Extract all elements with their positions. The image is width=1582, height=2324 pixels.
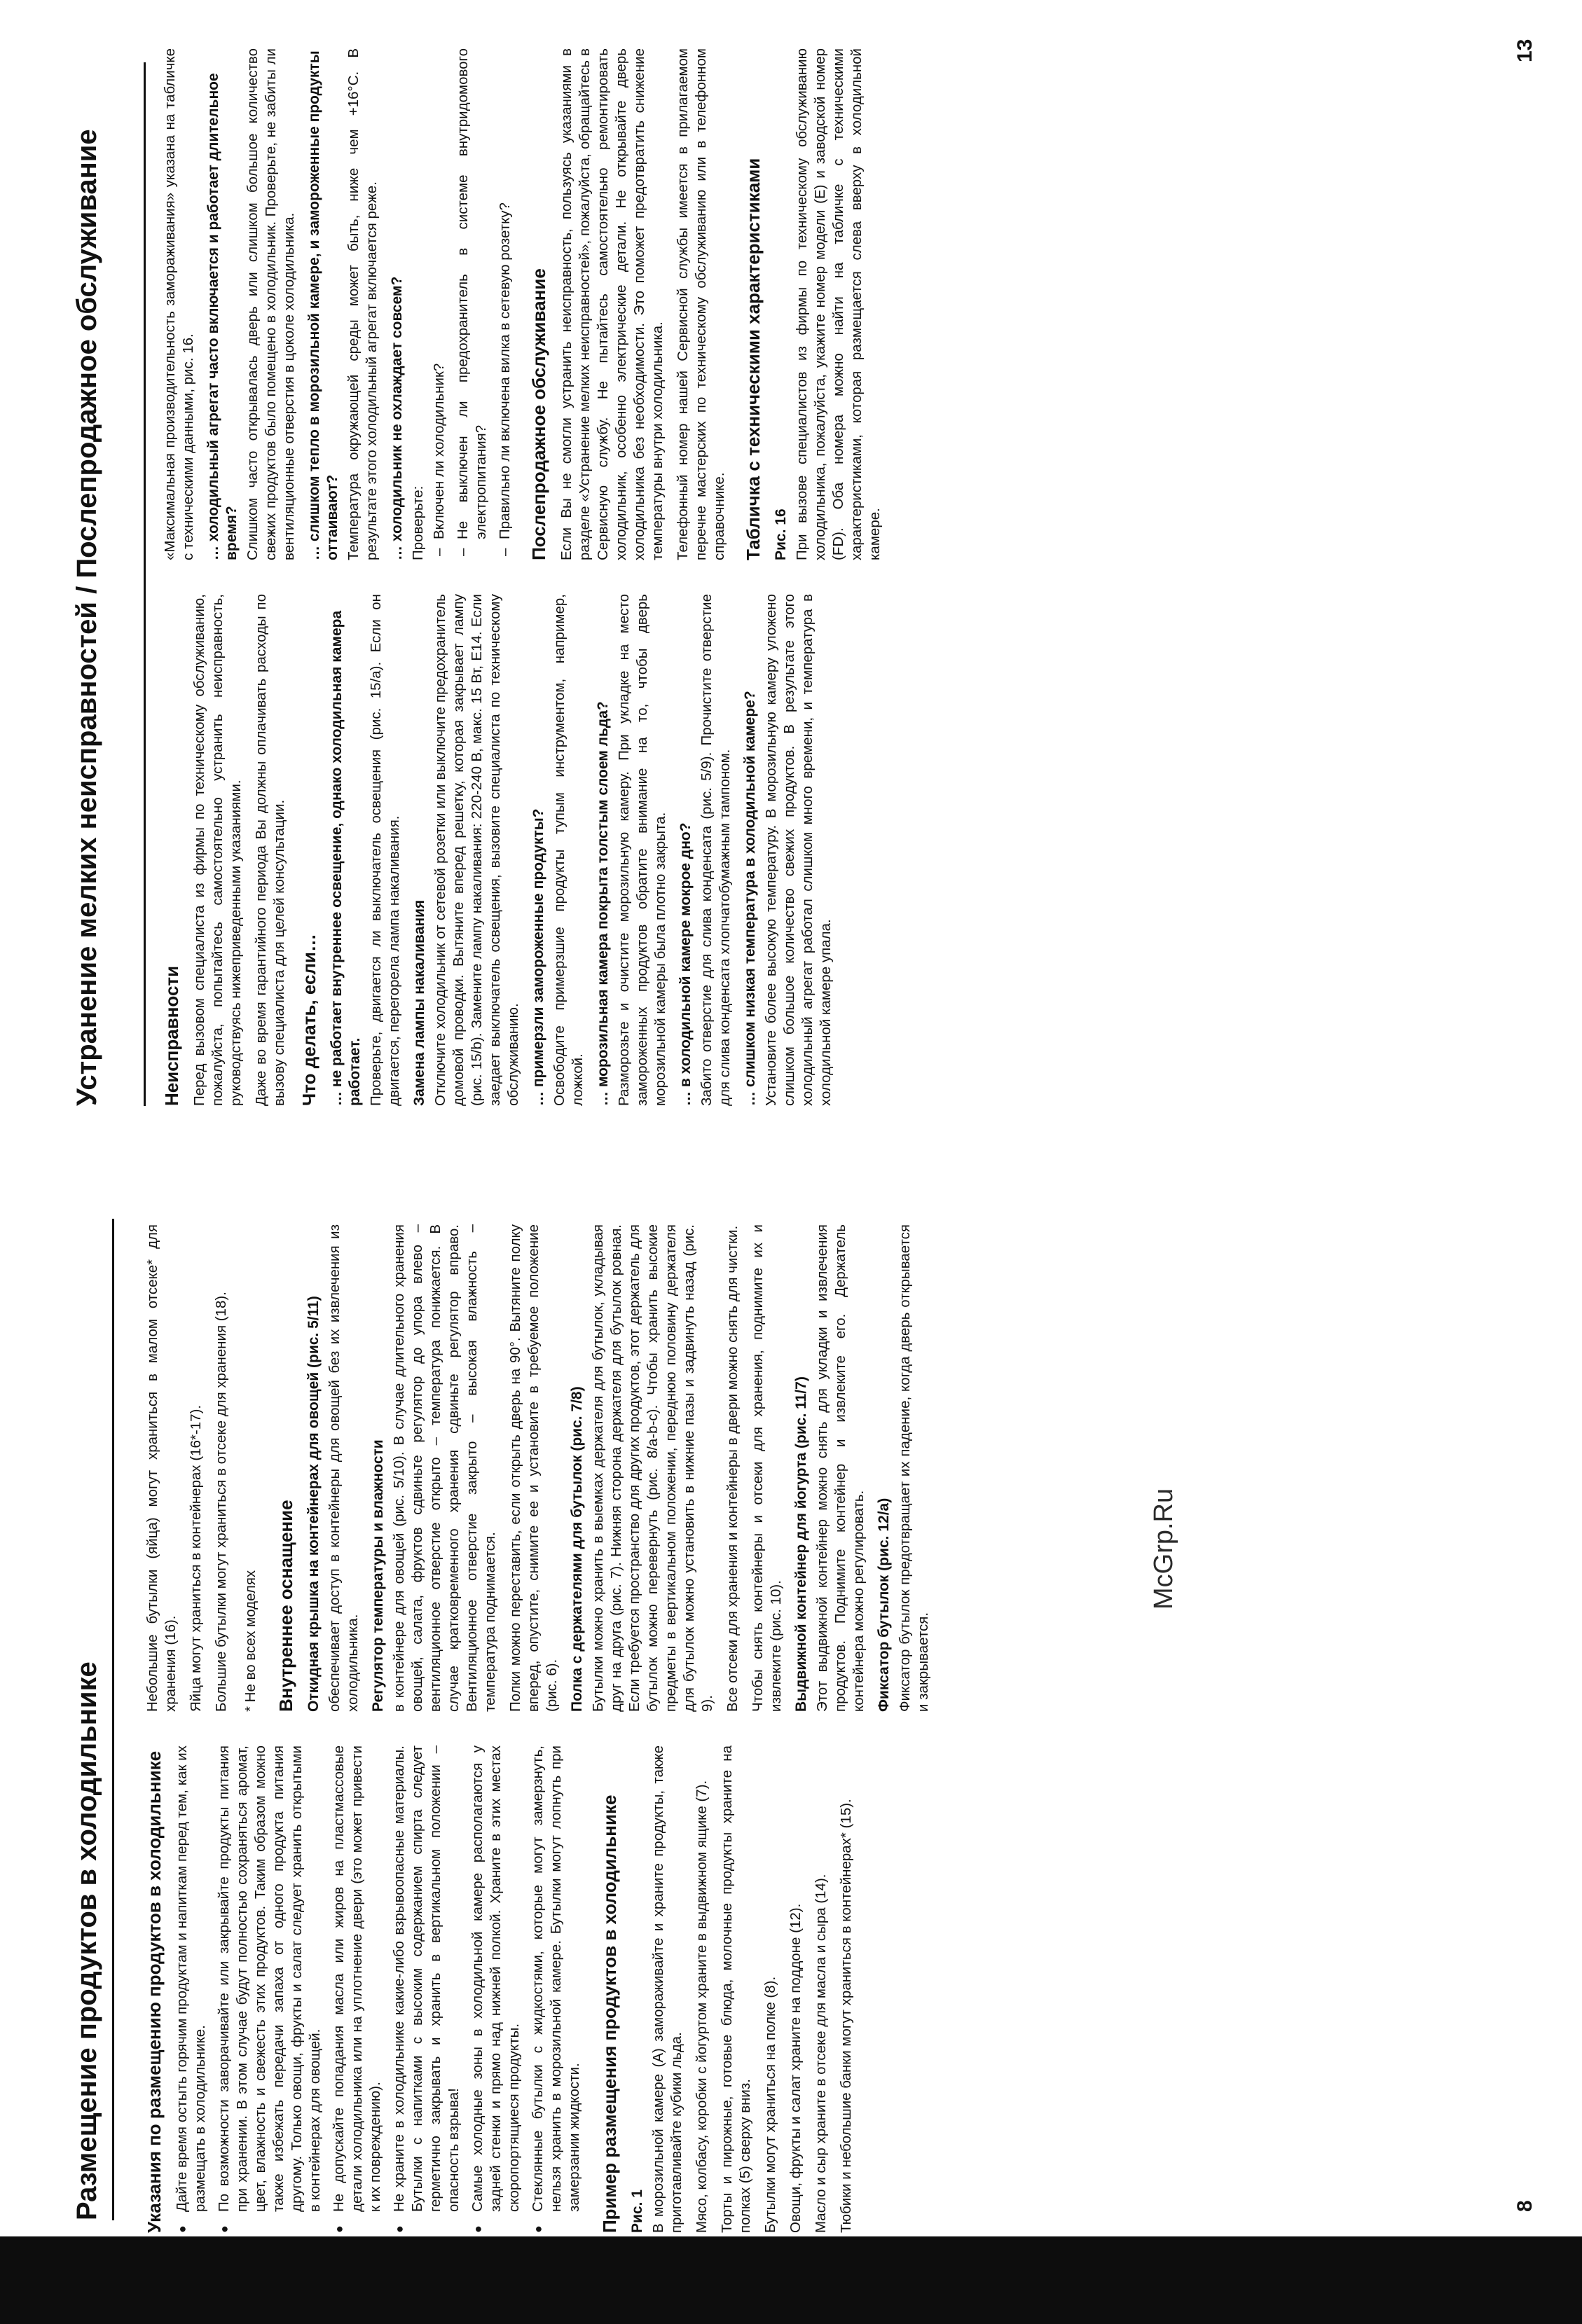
question: … холодильник не охлаждает совсем? bbox=[389, 276, 405, 560]
list-item: – Правильно ли включена вилка в сетевую розетку? bbox=[496, 48, 514, 539]
paragraph: Овощи, фрукты и салат храните на поддоне (12). bbox=[787, 1903, 804, 2233]
paragraph: Телефонный номер нашей Сервисной службы имеется в прилагаемом перечне мастерских по техническому обслуживанию или в телефонном справочнике. bbox=[675, 48, 727, 560]
title-rule bbox=[112, 1219, 114, 2220]
list-item: ● Самые холодные зоны в холодильной камере располагаются у задней стенки и прямо над нижней полкой. Храните в этих местах скоропортящиеся продукты. bbox=[469, 1745, 523, 2212]
item-title: Выдвижной контейнер для йогурта (рис. 11/7) bbox=[793, 1376, 809, 1712]
paragraph: «Максимальная производительность замораживания» указана на табличке с техническими данными, рис. 16. bbox=[162, 48, 196, 560]
scan-bottom-border bbox=[0, 2236, 1582, 2324]
page-8 bbox=[0, 1162, 1582, 2324]
answer: Слишком часто открывалась дверь или слишком большое количество свежих продуктов было помещено в холодильник. Проверьте, не забиты ли вентиляционные отверстия в цоколе холодильника. bbox=[245, 48, 297, 560]
paragraph: Перед вызовом специалиста из фирмы по техническому обслуживанию, пожалуйста, попытайтесь самостоятельно устранить неисправность, руководствуясь нижеприведенными указаниями. bbox=[191, 594, 244, 1106]
item-text: Чтобы снять контейнеры и отсеки для хранения, поднимите их и извлеките (рис. 10). bbox=[750, 1224, 784, 1712]
watermark: McGrp.Ru bbox=[1149, 1488, 1178, 1610]
paragraph: Торты и пирожные, готовые блюда, молочные продукты храните на полках (5) сверху вниз. bbox=[719, 1745, 753, 2233]
paragraph: Если Вы не смогли устранить неисправность, пользуясь указаниями в разделе «Устранение мелких неисправностей», пожалуйста, обращайтесь в Сервисную службу. Не пытайтесь самостоятельно ремонтировать холодильник, особенно электрические детали. Не открывайте дверь холодильника без необходимости. Это поможет предотвратить снижение температуры внутри холодильника. bbox=[558, 48, 666, 560]
paragraph: Даже во время гарантийного периода Вы должны оплачивать расходы по вызову специалиста для целей консультации. bbox=[253, 594, 287, 1106]
columns bbox=[161, 48, 1492, 1106]
question: … холодильный агрегат часто включается и работает длительное время? bbox=[205, 73, 240, 560]
list-item: ● Не допускайте попадания масла или жиров на пластмассовые детали холодильника или на уплотнение двери (это может привести к их повреждению). bbox=[330, 1745, 385, 2212]
paragraph: Бутылки могут храниться на полке (8). bbox=[762, 1976, 778, 2233]
column-1 bbox=[144, 1745, 1475, 2233]
paragraph: При вызове специалистов из фирмы по техническому обслуживанию холодильника, пожалуйста, укажите номер модели (E) и заводской номер (FD). Оба номера можно найти на табличке с техническими характеристиками, которая размещается слева вверху в холодильной камере. bbox=[794, 48, 883, 560]
question: … слишком низкая температура в холодильной камере? bbox=[742, 691, 758, 1106]
item-title: Регулятор температуры и влажности bbox=[370, 1439, 386, 1712]
item-text: Полки можно переставить, если открыть дверь на 90°. Вытяните полку вперед, опустите, снимите ее и установите в требуемое положение (рис. 6). bbox=[507, 1224, 560, 1712]
check-list bbox=[430, 48, 514, 560]
question: … не работает внутреннее освещение, однако холодильная камера работает. bbox=[329, 610, 363, 1106]
list-item: ● Не храните в холодильнике какие-либо взрывоопасные материалы. Бутылки с напитками с высоким содержанием спирта следует герметично закрывать и хранить в вертикальном положении – опасность взрыва! bbox=[390, 1745, 463, 2212]
item-title: Фиксатор бутылок (рис. 12/a) bbox=[876, 1498, 892, 1712]
columns bbox=[144, 1224, 1475, 2233]
paragraph: Масло и сыр храните в отсеке для масла и сыра (14). bbox=[813, 1874, 829, 2233]
item-title: Откидная крышка на контейнерах для овощей (рис. 5/11) bbox=[305, 1296, 322, 1712]
answer: Забито отверстие для слива конденсата (рис. 5/9). Прочистите отверстие для слива конденсата хлопчатобумажным тампоном. bbox=[699, 594, 733, 1106]
list-item: ● Стеклянные бутылки с жидкостями, которые могут замерзнуть, нельзя хранить в морозильной камере. Бутылки могут лопнуть при замерзании жидкости. bbox=[529, 1745, 584, 2212]
section-heading: Пример размещения продуктов в холодильнике bbox=[599, 1794, 620, 2233]
paragraph: В морозильной камере (А) замораживайте и храните продукты, также приготавливайте кубики льда. bbox=[650, 1745, 685, 2233]
answer: Проверьте, двигается ли выключатель освещения (рис. 15/a). Если он двигается, перегорела лампа накаливания. bbox=[368, 594, 402, 1106]
answer: Температура окружающей среды может быть, ниже чем +16°C. В результате этого холодильный агрегат включается реже. bbox=[345, 48, 380, 560]
list-item: – Включен ли холодильник? bbox=[430, 48, 448, 539]
page-number: 8 bbox=[1513, 2200, 1536, 2212]
question: … примерзли замороженные продукты? bbox=[530, 808, 546, 1106]
section-heading: Внутреннее оснащение bbox=[275, 1500, 296, 1712]
item-text: Все отсеки для хранения и контейнеры в двери можно снять для чистки. bbox=[724, 1225, 741, 1712]
item-title: Полка с держателями для бутылок (рис. 7/8) bbox=[569, 1386, 585, 1712]
paragraph: Небольшие бутылки (яйца) могут храниться в малом отсеке* для хранения (16). bbox=[144, 1224, 179, 1712]
paragraph: Мясо, колбасу, коробки с йогуртом храните в выдвижном ящике (7). bbox=[694, 1780, 710, 2233]
figure-label: Рис. 16 bbox=[773, 509, 789, 560]
question: Замена лампы накаливания bbox=[411, 899, 427, 1106]
section-heading: Что делать, если… bbox=[298, 934, 319, 1106]
figure-label: Рис. 1 bbox=[629, 2190, 645, 2233]
list-item: ● По возможности заворачивайте или закрывайте продукты питания при хранении. В этом случае будут полностью сохраняться аромат, цвет, влажность и свежесть этих продуктов. Таким образом можно также избежать передачи запаха от одного продукта питания другому. Только овощи, фрукты и салат следует хранить открытыми в контейнерах для овощей. bbox=[215, 1745, 324, 2212]
answer: Проверьте: bbox=[410, 485, 426, 560]
question: … в холодильной камере мокрое дно? bbox=[677, 822, 694, 1106]
column-2 bbox=[144, 1224, 1475, 1712]
paragraph: Тюбики и небольшие банки могут храниться в контейнерах* (15). bbox=[838, 1799, 854, 2233]
section-heading: Послепродажное обслуживание bbox=[528, 268, 549, 560]
item-text: Бутылки можно хранить в выемках держателя для бутылок, укладывая друг на друга (рис. 7). Нижняя сторона держателя для бутылок ровная. Если требуется пространство для других продуктов, этот держатель для бутылок можно перевернуть (рис. 8/a-b-c). Чтобы хранить высокие предметы в вертикальном положении, переднюю половину держателя для бутылок можно установить в нижние пазы и задвинуть назад (рис. 9). bbox=[590, 1224, 715, 1712]
tips-list bbox=[173, 1745, 584, 2233]
paragraph: Большие бутылки могут храниться в отсеке для хранения (18). bbox=[213, 1292, 229, 1712]
item-text: Этот выдвижной контейнер можно снять для укладки и извлечения продуктов. Поднимите контейнер и извлеките его. Держатель контейнера можно регулировать. bbox=[814, 1224, 867, 1712]
page-title: Устранение мелких неисправностей / Послепродажное обслуживание bbox=[71, 129, 102, 1106]
footnote: * Не во всех моделях bbox=[242, 1570, 259, 1712]
title-rule bbox=[144, 62, 146, 1106]
answer: Освободите примерзшие продукты тупым инструментом, например, ложкой. bbox=[551, 594, 586, 1106]
answer: Установите более высокую температуру. В морозильную камеру уложено слишком большое количество свежих продуктов. В результате этого холодильный агрегат работал слишком много времени, и температура в холодильной камере упала. bbox=[763, 594, 834, 1106]
question: … слишком тепло в морозильной камере, и замороженные продукты оттаивают? bbox=[306, 50, 341, 560]
paragraph: Яйца могут храниться в контейнерах (16*-17). bbox=[188, 1404, 204, 1712]
column-1 bbox=[161, 594, 1492, 1106]
section-heading: Неисправности bbox=[161, 965, 182, 1106]
answer: Разморозьте и очистите морозильную камеру. При укладке на место замороженных продуктов обратите внимание на то, чтобы дверь морозильной камеры была плотно закрыта. bbox=[616, 594, 668, 1106]
question: … морозильная камера покрыта толстым слоем льда? bbox=[595, 701, 611, 1106]
item-text: в контейнере для овощей (рис. 5/10). В случае длительного хранения овощей, салата, фруктов сдвиньте регулятор до упора влево – вентиляционное отверстие открыто – температура понижается. В случае кратковременного хранения сдвиньте регулятор вправо. Вентиляционное отверстие закрыто – высокая влажность – температура поднимается. bbox=[391, 1224, 498, 1712]
section-heading: Указания по размещению продуктов в холодильнике bbox=[144, 1750, 165, 2233]
page-title: Размещение продуктов в холодильнике bbox=[71, 1661, 102, 2220]
list-item: ● Дайте время остыть горячим продуктам и напиткам перед тем, как их размещать в холодильнике. bbox=[173, 1745, 209, 2212]
section-heading: Табличка с техническими характеристиками bbox=[743, 158, 764, 560]
item-text: Фиксатор бутылок предотвращает их падение, когда дверь открывается и закрывается. bbox=[897, 1224, 931, 1712]
page-number: 13 bbox=[1513, 39, 1536, 62]
list-item: – Не выключен ли предохранитель в системе внутридомового электропитания? bbox=[454, 48, 490, 539]
column-2 bbox=[161, 48, 1492, 560]
item-text: обеспечивает доступ в контейнеры для овощей без их извлечения из холодильника. bbox=[326, 1224, 361, 1712]
answer: Отключите холодильник от сетевой розетки или выключите предохранитель домовой проводки. Вытяните вперед решетку, которая закрывает лампу (рис. 15/b). Замените лампу накаливания: 220-240 В, макс. 15 Вт, E14. Если заедает выключатель освещения, вызовите специалиста по техническому обслуживанию. bbox=[432, 594, 521, 1106]
